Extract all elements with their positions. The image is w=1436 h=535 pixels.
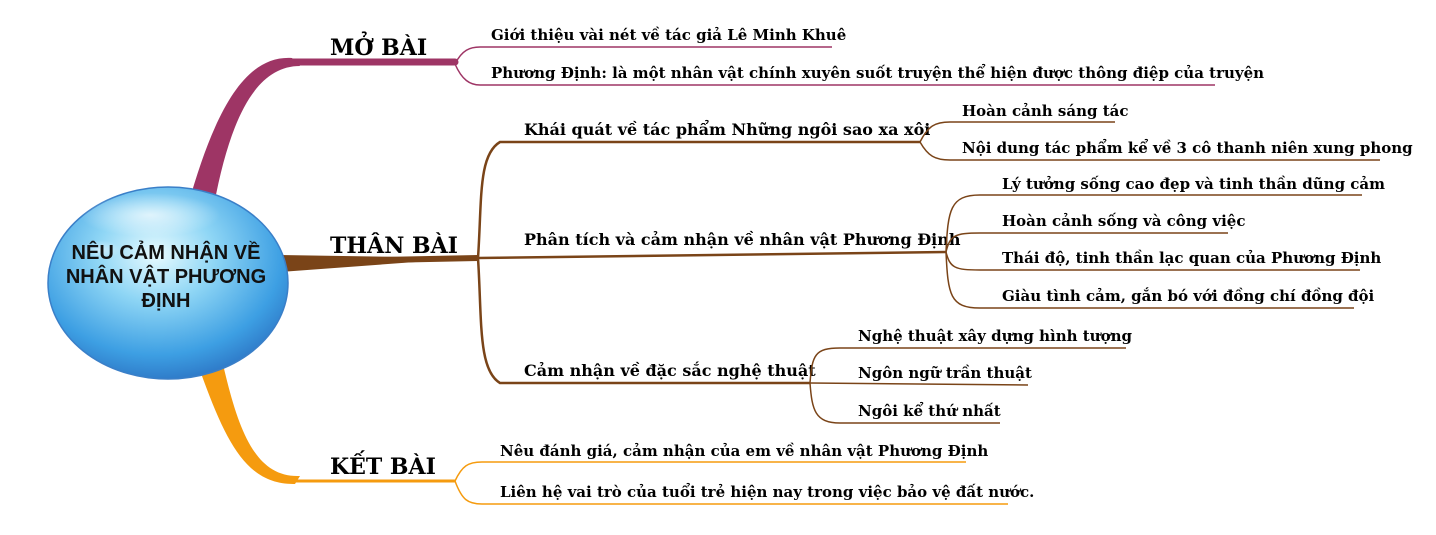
- branch-label-mo-bai: MỞ BÀI: [330, 35, 428, 61]
- than-bai-group-2-item-4: Giàu tình cảm, gắn bó với đồng chí đồng đội: [1002, 287, 1375, 305]
- than-bai-group-2-item-3: Thái độ, tinh thần lạc quan của Phương Định: [1002, 249, 1382, 267]
- central-topic-line-2: NHÂN VẬT PHƯƠNG: [65, 266, 267, 288]
- than-bai-group-3-item-3: Ngôi kể thứ nhất: [858, 402, 1001, 420]
- than-bai-group-2-label: Phân tích và cảm nhận về nhân vật Phương Định: [524, 230, 961, 249]
- than-bai-group-1-label: Khái quát về tác phẩm Những ngôi sao xa xôi: [524, 120, 931, 139]
- central-topic-line-3: ĐỊNH: [141, 290, 191, 312]
- than-bai-group-1-item-1: Hoàn cảnh sáng tác: [962, 102, 1129, 120]
- branch-connector-mo-bai-taper: [188, 58, 300, 205]
- central-topic-line-1: NÊU CẢM NHẬN VỀ: [71, 242, 261, 264]
- central-topic: [48, 187, 288, 379]
- than-bai-group-1-item-2: Nội dung tác phẩm kể về 3 cô thanh niên xung phong: [962, 139, 1413, 157]
- mo-bai-item-2: Phương Định: là một nhân vật chính xuyên suốt truyện thể hiện được thông điệp của truyện: [491, 64, 1265, 82]
- branch-than-bai: [280, 102, 1413, 423]
- branch-label-than-bai: THÂN BÀI: [330, 233, 458, 259]
- than-bai-group-3-label: Cảm nhận về đặc sắc nghệ thuật: [524, 361, 816, 380]
- than-bai-group-3-item-2: Ngôn ngữ trần thuật: [858, 364, 1032, 382]
- ket-bai-item-2: Liên hệ vai trò của tuổi trẻ hiện nay trong việc bảo vệ đất nước.: [500, 483, 1035, 501]
- branch-connector-ket-bai: [198, 360, 300, 484]
- mo-bai-item-1: Giới thiệu vài nét về tác giả Lê Minh Khuê: [491, 26, 847, 44]
- branch-connector-mo-bai: [200, 62, 455, 200]
- ket-bai-item-1: Nêu đánh giá, cảm nhận của em về nhân vật Phương Định: [500, 442, 989, 460]
- than-bai-group-2-item-2: Hoàn cảnh sống và công việc: [1002, 212, 1246, 230]
- branch-label-ket-bai: KẾT BÀI: [330, 454, 436, 480]
- than-bai-group-2-item-1: Lý tưởng sống cao đẹp và tinh thần dũng cảm: [1002, 175, 1386, 193]
- than-bai-group-3-item-1: Nghệ thuật xây dựng hình tượng: [858, 327, 1132, 345]
